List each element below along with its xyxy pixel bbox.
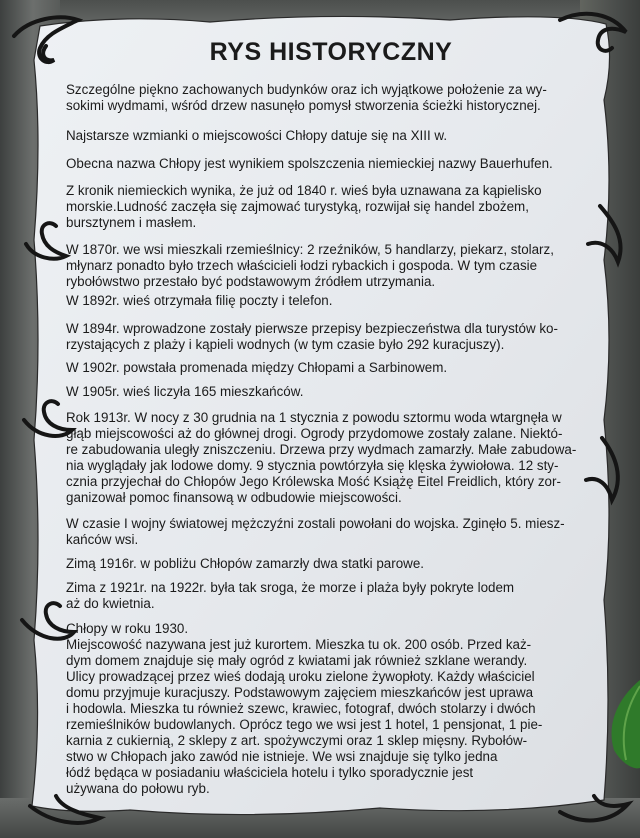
text-line: W 1894r. wprowadzone zostały pierwsze przepisy bezpieczeństwa dla turystów ko- bbox=[66, 321, 558, 336]
text-line: dym domem znajduje się mały ogród z kwiatami jak również szklane werandy. bbox=[66, 653, 528, 668]
text-line: młynarz ponadto było trzech właścicieli łodzi rybackich i gospoda. W tym czasie bbox=[66, 258, 538, 273]
text-line: Ulicy prowadzącej przez wieś dodają uroku zielone żywopłoty. Każdy właściciel bbox=[66, 669, 535, 684]
text-line: domu przyjmuje kuracjuszy. Podstawowym zajęciem mieszkańców jest uprawa bbox=[66, 685, 534, 700]
text-line: Zima z 1921r. na 1922r. była tak sroga, że morze i plaża były pokryte lodem bbox=[66, 580, 515, 595]
text-line: cznia przyjechał do Chłopów Jego Królewska Mość Książę Eitel Freidlich, który zor- bbox=[66, 474, 561, 489]
text-line: W 1902r. powstała promenada między Chłopami a Sarbinowem. bbox=[66, 360, 448, 375]
text-line: Rok 1913r. W nocy z 30 grudnia na 1 stycznia z powodu sztormu woda wtargnęła w bbox=[66, 410, 562, 425]
text-line: kańców wsi. bbox=[66, 532, 139, 547]
text-line: i hodowla. Mieszka tu również szewc, krawiec, fotograf, dwóch stolarzy i dwóch bbox=[66, 701, 536, 716]
text-line: używana do połowu ryb. bbox=[66, 781, 210, 796]
text-line: rzemieślników budowlanych. Oprócz tego we wsi jest 1 hotel, 1 pensjonat, 1 pie- bbox=[66, 717, 543, 732]
text-line: W 1892r. wieś otrzymała filię poczty i telefon. bbox=[66, 293, 333, 308]
text-line: bursztynem i masłem. bbox=[66, 215, 197, 230]
text-line: głąb miejscowości aż do głównej drogi. Ogrody przydomowe zostały zalane. Niektó- bbox=[66, 426, 563, 441]
page-title: RYS HISTORYCZNY bbox=[209, 38, 453, 66]
text-line: W 1905r. wieś liczyła 165 mieszkańców. bbox=[66, 384, 304, 399]
text-line: re zabudowania uległy zniszczeniu. Drzewa przy wydmach zamarzły. Małe zabudowa- bbox=[66, 442, 577, 457]
text-line: Z kronik niemieckich wynika, że już od 1840 r. wieś była uznawana za kąpielisko bbox=[66, 183, 542, 198]
text-line: ganizował pomoc finansową w odbudowie miejscowości. bbox=[66, 490, 402, 505]
text-line: Najstarsze wzmianki o miejscowości Chłopy datuje się na XIII w. bbox=[66, 128, 448, 143]
text-line: Miejscowość nazywana jest już kurortem. Mieszka tu ok. 200 osób. Przed każ- bbox=[66, 637, 532, 652]
text-line: sokimi wydmami, wśród drzew nasunęło pomysł stworzenia ścieżki historycznej. bbox=[66, 98, 541, 113]
text-line: rzystających z plaży i kąpieli wodnych (w tym czasie było 292 kuracjuszy). bbox=[66, 337, 505, 352]
text-line: aż do kwietnia. bbox=[66, 596, 155, 611]
text-line: W czasie I wojny światowej mężczyźni zostali powołani do wojska. Zginęło 5. miesz- bbox=[66, 516, 565, 531]
leaf-decoration bbox=[600, 680, 640, 770]
text-line: stwo w Chłopach jako zawód nie istnieje. We wsi znajduje się tylko jedna bbox=[66, 749, 498, 764]
historical-notice bbox=[66, 0, 602, 838]
text-line: Szczególne piękno zachowanych budynków oraz ich wyjątkowe położenie za wy- bbox=[66, 82, 547, 97]
text-line: Zimą 1916r. w pobliżu Chłopów zamarzły dwa statki parowe. bbox=[66, 556, 424, 571]
text-line: karnia z cukiernią, 2 sklepy z art. spożywczymi oraz 1 sklep mięsny. Rybołów- bbox=[66, 733, 528, 748]
text-line: rybołówstwo przestało być podstawowym źródłem utrzymania. bbox=[66, 274, 436, 289]
text-line: W 1870r. we wsi mieszkali rzemieślnicy: 2 rzeźników, 5 handlarzy, piekarz, stolarz, bbox=[66, 242, 554, 257]
text-line: nia wyglądały jak lodowe domy. 9 stycznia powtórzyła się klęska żywiołowa. 12 sty- bbox=[66, 458, 559, 473]
text-line: łódź będąca w posiadaniu właściciela hotelu i tylko sporadycznie jest bbox=[66, 765, 474, 780]
text-line: Chłopy w roku 1930. bbox=[66, 621, 189, 636]
text-line: morskie.Ludność zaczęła się zajmować turystyką, rozwijał się handel zbożem, bbox=[66, 199, 529, 214]
text-line: Obecna nazwa Chłopy jest wynikiem spolszczenia niemieckiej nazwy Bauerhufen. bbox=[66, 156, 553, 171]
